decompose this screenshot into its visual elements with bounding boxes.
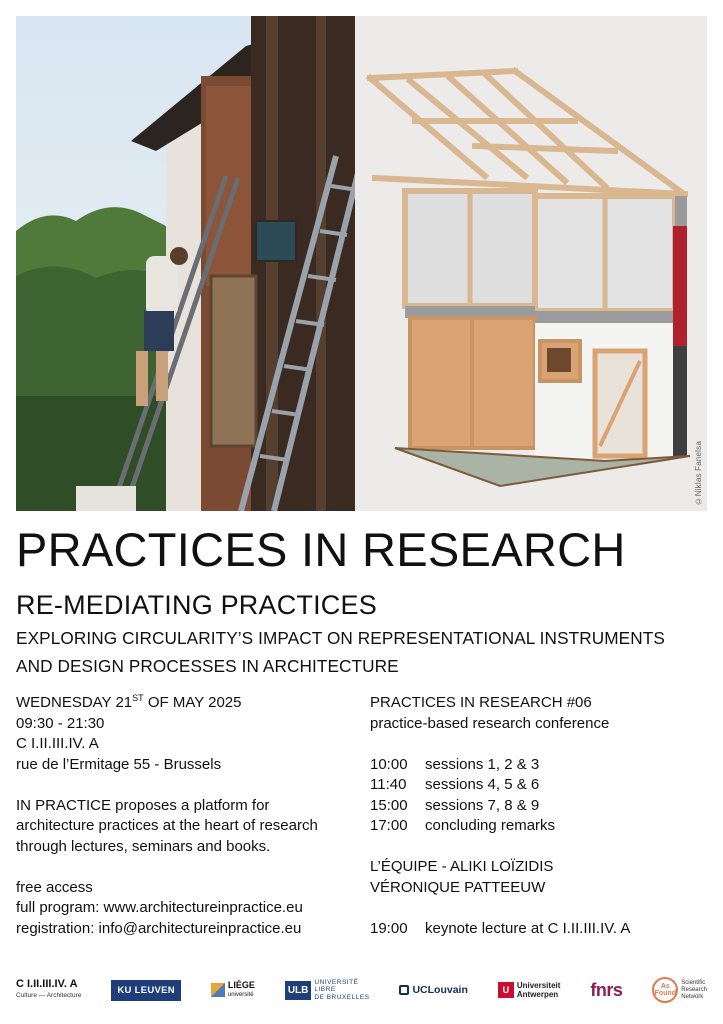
keynote-row: 19:00 keynote lecture at C I.II.III.IV. A	[370, 919, 631, 937]
event-venue: C I.II.III.IV. A	[16, 735, 99, 752]
uclouvain-mark-icon	[399, 985, 409, 995]
model-photo-illustration	[355, 16, 707, 511]
schedule-row: 10:00 sessions 1, 2 & 3	[370, 755, 540, 773]
logo-uclouvain: UCLouvain	[399, 984, 467, 996]
logo-universiteit-antwerpen: U Universiteit Antwerpen	[498, 981, 561, 999]
event-address: rue de l’Ermitage 55 - Brussels	[16, 755, 222, 773]
schedule-row: 11:40 sessions 4, 5 & 6	[370, 776, 540, 793]
event-info-column	[16, 693, 361, 939]
conference-heading: PRACTICES IN RESEARCH #06	[370, 694, 592, 711]
description-line-1: IN PRACTICE proposes a platform for	[16, 796, 270, 814]
logo-fnrs: fnrs	[590, 979, 623, 1000]
logo-ku-leuven: KU LEUVEN	[111, 980, 181, 1001]
event-time: 09:30 - 21:30	[16, 714, 105, 732]
free-access: free access	[16, 878, 93, 896]
logo-as-found: As Found Scientific Research Network	[652, 977, 707, 1003]
header-photos	[16, 16, 707, 511]
conference-type: practice-based research conference	[370, 714, 610, 732]
description-line-3: through lectures, seminars and books.	[16, 837, 271, 855]
logo-ci-architecture: C I.II.III.IV. A Culture — Architecture	[16, 978, 82, 999]
logo-ulb: ULB UNIVERSITÉ LIBRE DE BRUXELLES	[285, 979, 370, 1002]
tagline	[16, 624, 665, 680]
logo-liege: LIÈGE université	[211, 980, 255, 1000]
barn-photo-illustration	[16, 16, 355, 511]
schedule-row: 17:00 concluding remarks	[370, 817, 556, 834]
page-title: PRACTICES IN RESEARCH	[16, 523, 626, 576]
schedule-row: 15:00 sessions 7, 8 & 9	[370, 796, 540, 814]
photo-credit: ©Niklas Fanelsa	[694, 440, 703, 505]
program-link[interactable]: full program: www.architectureinpractice.eu	[16, 899, 303, 916]
team-line-2: VÉRONIQUE PATTEEUW	[370, 878, 546, 896]
partner-logos	[16, 968, 707, 1012]
photo-barn-ladders	[16, 16, 355, 511]
page-subtitle: RE-MEDIATING PRACTICES	[16, 590, 377, 620]
photo-architecture-model	[355, 16, 707, 511]
conference-info-column	[370, 693, 710, 939]
description-line-2: architecture practices at the heart of research	[16, 817, 318, 834]
liege-mark-icon	[211, 983, 225, 997]
event-date: WEDNESDAY 21ST OF MAY 2025	[16, 693, 242, 711]
registration-email[interactable]: registration: info@architectureinpractice.eu	[16, 919, 302, 937]
tagline-line-2: AND DESIGN PROCESSES IN ARCHITECTURE	[16, 656, 399, 676]
team-line-1: L’ÉQUIPE - ALIKI LOÏZIDIS	[370, 858, 554, 875]
tagline-line-1: EXPLORING CIRCULARITY’S IMPACT ON REPRESENTATIONAL INSTRUMENTS	[16, 628, 665, 648]
